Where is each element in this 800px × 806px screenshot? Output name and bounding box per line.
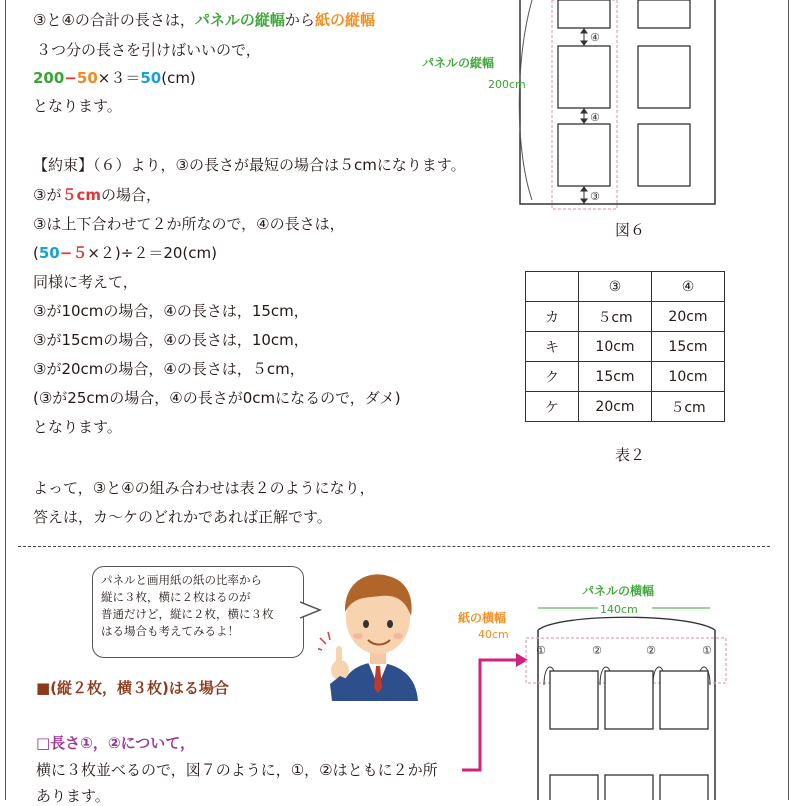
- text-line-13: (③が25cmの場合，④の長さが0cmになるので，ダメ): [33, 389, 401, 407]
- table-cell: 15cm: [652, 332, 725, 362]
- formula-line: 200−50×３＝50(cm): [33, 69, 196, 87]
- header-cell: ③: [579, 272, 652, 302]
- table-header-row: [526, 272, 725, 302]
- marker-4: ④: [590, 111, 600, 124]
- panel-height-label: パネルの縦幅: [422, 56, 495, 70]
- sheet: [558, 46, 610, 108]
- sheet: [638, 46, 690, 108]
- panel-width-label: パネルの横幅: [582, 584, 655, 598]
- table-row: [526, 332, 725, 362]
- text-line-16: 答えは，カ〜ケのどれかであれば正解です。: [33, 508, 332, 526]
- table-cell: 10cm: [579, 332, 652, 362]
- panel-width-value: 140cm: [600, 603, 638, 616]
- panel-height-value: 200cm: [488, 78, 526, 91]
- table-row: [526, 362, 725, 392]
- table-cell: 20cm: [652, 302, 725, 332]
- marker-4: ④: [590, 31, 600, 44]
- table-cell: 15cm: [579, 362, 652, 392]
- sheet: [558, 0, 610, 28]
- text-line-2: ３つ分の長さを引けばいいので，: [36, 41, 261, 59]
- table-cell: ケ: [526, 392, 579, 422]
- section-divider: [18, 546, 770, 547]
- text-line-14: となります。: [33, 418, 122, 436]
- text-line-9: 同様に考えて，: [33, 273, 138, 291]
- sheet: [605, 775, 653, 800]
- table-cell: ５cm: [579, 302, 652, 332]
- sheet: [660, 671, 708, 729]
- sheet: [550, 775, 598, 800]
- figure-6-diagram: [410, 0, 730, 215]
- marker-1: ①: [702, 644, 712, 657]
- table-cell: 10cm: [652, 362, 725, 392]
- sheet: [660, 775, 708, 800]
- section-text-2: あります。: [36, 787, 110, 805]
- text-line-6: ③が５cmの場合，: [33, 186, 161, 204]
- marker-3: ③: [590, 190, 600, 203]
- text-line-8: (50−５×２)÷２＝20(cm): [33, 244, 217, 262]
- section-subheading: □長さ①，②について，: [36, 734, 195, 752]
- text-line-15: よって，③と④の組み合わせは表２のようになり，: [33, 479, 375, 497]
- text-line-12: ③が20cmの場合，④の長さは，５cm，: [33, 360, 305, 378]
- table-row: [526, 302, 725, 332]
- text-line-7: ③は上下合わせて２か所なので，④の長さは，: [33, 215, 345, 233]
- paper-width-value: 40cm: [478, 628, 509, 641]
- section-heading: ■(縦２枚，横３枚)はる場合: [36, 679, 229, 697]
- text-line-1: ③と④の合計の長さは，パネルの縦幅から紙の縦幅: [33, 11, 375, 29]
- marker-1: ①: [536, 644, 546, 657]
- section-text-1: 横に３枚並べるので，図７のように，①，②はともに２か所: [36, 761, 438, 779]
- figure-6-caption: 図６: [615, 221, 646, 239]
- sheet: [638, 0, 690, 28]
- table-cell: ５cm: [652, 392, 725, 422]
- sheet: [558, 124, 610, 186]
- table-cell: カ: [526, 302, 579, 332]
- paper-width-label: 紙の横幅: [458, 611, 507, 625]
- height-bracket: [519, 0, 532, 200]
- table-cell: キ: [526, 332, 579, 362]
- table-2-caption: 表２: [615, 446, 646, 464]
- sheet: [550, 671, 598, 729]
- figure-7-diagram: [440, 575, 740, 800]
- text-line-11: ③が15cmの場合，④の長さは，10cm，: [33, 331, 309, 349]
- table-cell: ク: [526, 362, 579, 392]
- sheet: [605, 671, 653, 729]
- text-line-4: となります。: [33, 97, 122, 115]
- teacher-illustration: [318, 566, 428, 701]
- sheet: [638, 124, 690, 186]
- header-cell: [526, 272, 579, 302]
- text-line-5: 【約束】（６）より，③の長さが最短の場合は５cmになります。: [33, 156, 466, 174]
- speech-bubble: パネルと画用紙の紙の比率から 縦に３枚，横に２枚はるのが 普通だけど，縦に２枚，横に３枚 はる場合も考えてみるよ！: [92, 566, 304, 658]
- marker-2: ②: [592, 644, 602, 657]
- table-cell: 20cm: [579, 392, 652, 422]
- table-row: [526, 392, 725, 422]
- marker-2: ②: [646, 644, 656, 657]
- text-line-10: ③が10cmの場合，④の長さは，15cm，: [33, 302, 309, 320]
- table-2: [525, 271, 725, 422]
- header-cell: ④: [652, 272, 725, 302]
